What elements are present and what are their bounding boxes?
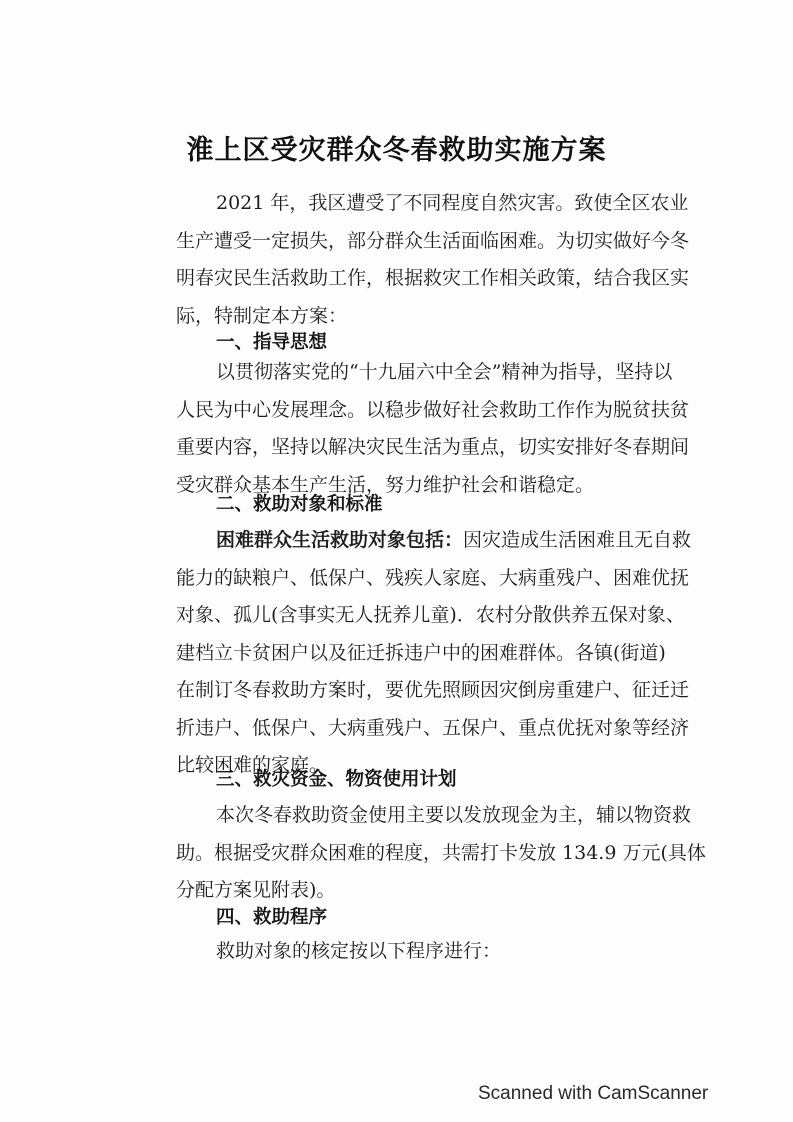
intro-line: 明春灾民生活救助工作，根据救灾工作相关政策，结合我区实 — [176, 267, 690, 289]
document-title: 淮上区受灾群众冬春救助实施方案 — [186, 135, 607, 166]
section-heading-relief-targets: 二、救助对象和标准 — [216, 494, 383, 515]
section2-paragraph — [176, 522, 696, 785]
relief-targets-lead: 困难群众生活救助对象包括： — [216, 529, 464, 551]
section2-line: 能力的缺粮户、低保户、残疾人家庭、大病重残户、困难优抚 — [176, 566, 690, 589]
section4-paragraph — [176, 933, 696, 971]
section2-line: 建档立卡贫困户以及征迁拆违户中的困难群体。各镇(街道) — [176, 641, 666, 664]
intro-line: 际，特制定本方案： — [176, 304, 348, 327]
section2-line: 在制订冬春救助方案时，要优先照顾因灾倒房重建户、征迁迁 — [176, 679, 690, 701]
section2-first-rest: 因灾造成生活困难且无自救 — [463, 529, 692, 551]
intro-line: 2021 年，我区遭受了不同程度自然灾害。致使全区农业 — [216, 192, 689, 214]
section3-paragraph — [176, 797, 706, 910]
section1-line: 以贯彻落实党的“十九届六中全会”精神为指导，坚持以 — [216, 361, 673, 383]
section3-line: 助。根据受灾群众困难的程度，共需打卡发放 134.9 万元(具体 — [176, 841, 706, 864]
section4-line: 救助对象的核定按以下程序进行： — [216, 940, 502, 962]
intro-paragraph — [176, 185, 696, 335]
section1-paragraph — [176, 354, 696, 504]
section2-line: 折违户、低保户、大病重残户、五保户、重点优抚对象等经济 — [176, 716, 690, 739]
camscanner-watermark: Scanned with CamScanner — [478, 1083, 709, 1104]
section-heading-guiding-ideology: 一、指导思想 — [216, 332, 328, 353]
section2-line: 对象、孤儿(含事实无人抚养儿童)．农村分散供养五保对象、 — [176, 604, 685, 626]
section1-line: 人民为中心发展理念。以稳步做好社会救助工作作为脱贫扶贫 — [176, 398, 690, 421]
section-heading-relief-procedure: 四、救助程序 — [216, 907, 328, 928]
section-heading-funds-plan: 三、救灾资金、物资使用计划 — [216, 769, 457, 790]
section3-line: 分配方案见附表)。 — [176, 879, 336, 901]
section2-first-line — [176, 522, 696, 560]
section3-line: 本次冬春救助资金使用主要以发放现金为主，辅以物资救 — [216, 804, 692, 826]
section2-line: 比较困难的家庭。 — [176, 754, 329, 776]
section1-line: 重要内容，坚持以解决灾民生活为重点，切实安排好冬春期间 — [176, 436, 690, 458]
section1-line: 受灾群众基本生产生活，努力维护社会和谐稳定。 — [176, 473, 595, 496]
intro-line: 生产遭受一定损失，部分群众生活面临困难。为切实做好今冬 — [176, 229, 690, 252]
